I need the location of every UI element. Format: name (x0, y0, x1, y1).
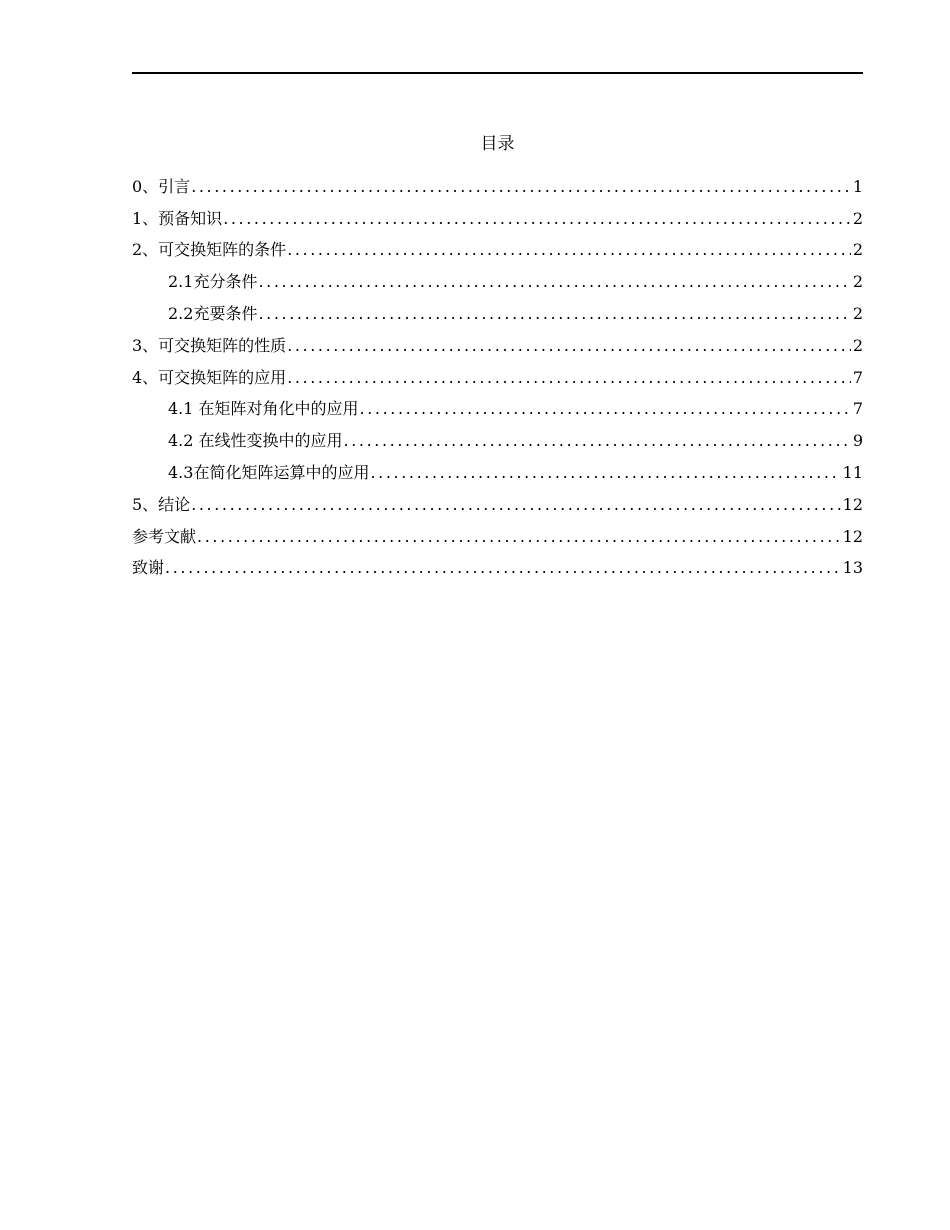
toc-entry-label: 5、结论 (132, 494, 191, 514)
toc-entry-linear-transformation[interactable] (132, 420, 863, 452)
toc-dot-leader (223, 208, 851, 230)
toc-dot-leader (370, 462, 840, 484)
toc-page-number: 12 (842, 526, 863, 546)
toc-dot-leader (197, 526, 841, 548)
toc-entry-diagonalization[interactable] (132, 389, 863, 421)
toc-entry-label: 致谢 (132, 558, 165, 578)
toc-entry-references[interactable] (132, 516, 863, 548)
toc-page-number: 12 (842, 494, 863, 514)
toc-entry-label: 4、可交换矩阵的应用 (132, 367, 287, 387)
toc-entry-label: 2.1充分条件 (168, 272, 258, 292)
toc-entry-label: 1、预备知识 (132, 208, 223, 228)
toc-entry-matrix-operations[interactable] (132, 452, 863, 484)
toc-dot-leader (191, 494, 840, 516)
toc-entry-applications[interactable] (132, 357, 863, 389)
toc-entry-label: 2.2充要条件 (168, 303, 258, 323)
toc-entry-label: 4.3在简化矩阵运算中的应用 (168, 462, 370, 482)
toc-dot-leader (287, 367, 851, 389)
toc-entry-introduction[interactable] (132, 166, 863, 198)
toc-dot-leader (344, 430, 851, 452)
toc-page-number: 2 (852, 335, 863, 355)
toc-entry-label: 4.1 在矩阵对角化中的应用 (168, 399, 359, 419)
toc-page-number: 11 (842, 462, 863, 482)
toc-dot-leader (360, 398, 851, 420)
toc-page-number: 9 (852, 431, 863, 451)
toc-page-number: 2 (852, 240, 863, 260)
toc-entry-label: 0、引言 (132, 176, 191, 196)
toc-entry-label: 4.2 在线性变换中的应用 (168, 431, 343, 451)
toc-dot-leader (258, 303, 850, 325)
toc-entry-conclusion[interactable] (132, 484, 863, 516)
toc-page-number: 7 (852, 399, 863, 419)
toc-entry-necessary-sufficient-conditions[interactable] (132, 293, 863, 325)
table-of-contents (132, 166, 863, 579)
toc-dot-leader (287, 335, 851, 357)
toc-title: 目录 (480, 134, 515, 154)
toc-entry-acknowledgements[interactable] (132, 548, 863, 580)
toc-page-number: 2 (852, 208, 863, 228)
header-rule (132, 72, 863, 74)
toc-page-number: 2 (852, 272, 863, 292)
toc-page-number: 2 (852, 303, 863, 323)
toc-page-number: 1 (852, 176, 863, 196)
toc-dot-leader (287, 239, 851, 261)
toc-dot-leader (165, 557, 841, 579)
toc-entry-label: 参考文献 (132, 526, 197, 546)
toc-page-number: 13 (842, 558, 863, 578)
toc-entry-conditions[interactable] (132, 230, 863, 262)
toc-entry-properties[interactable] (132, 325, 863, 357)
toc-dot-leader (191, 176, 851, 198)
toc-entry-sufficient-conditions[interactable] (132, 261, 863, 293)
toc-dot-leader (258, 271, 850, 293)
toc-page-number: 7 (852, 367, 863, 387)
toc-entry-label: 2、可交换矩阵的条件 (132, 240, 287, 260)
toc-entry-label: 3、可交换矩阵的性质 (132, 335, 287, 355)
toc-entry-preliminaries[interactable] (132, 198, 863, 230)
